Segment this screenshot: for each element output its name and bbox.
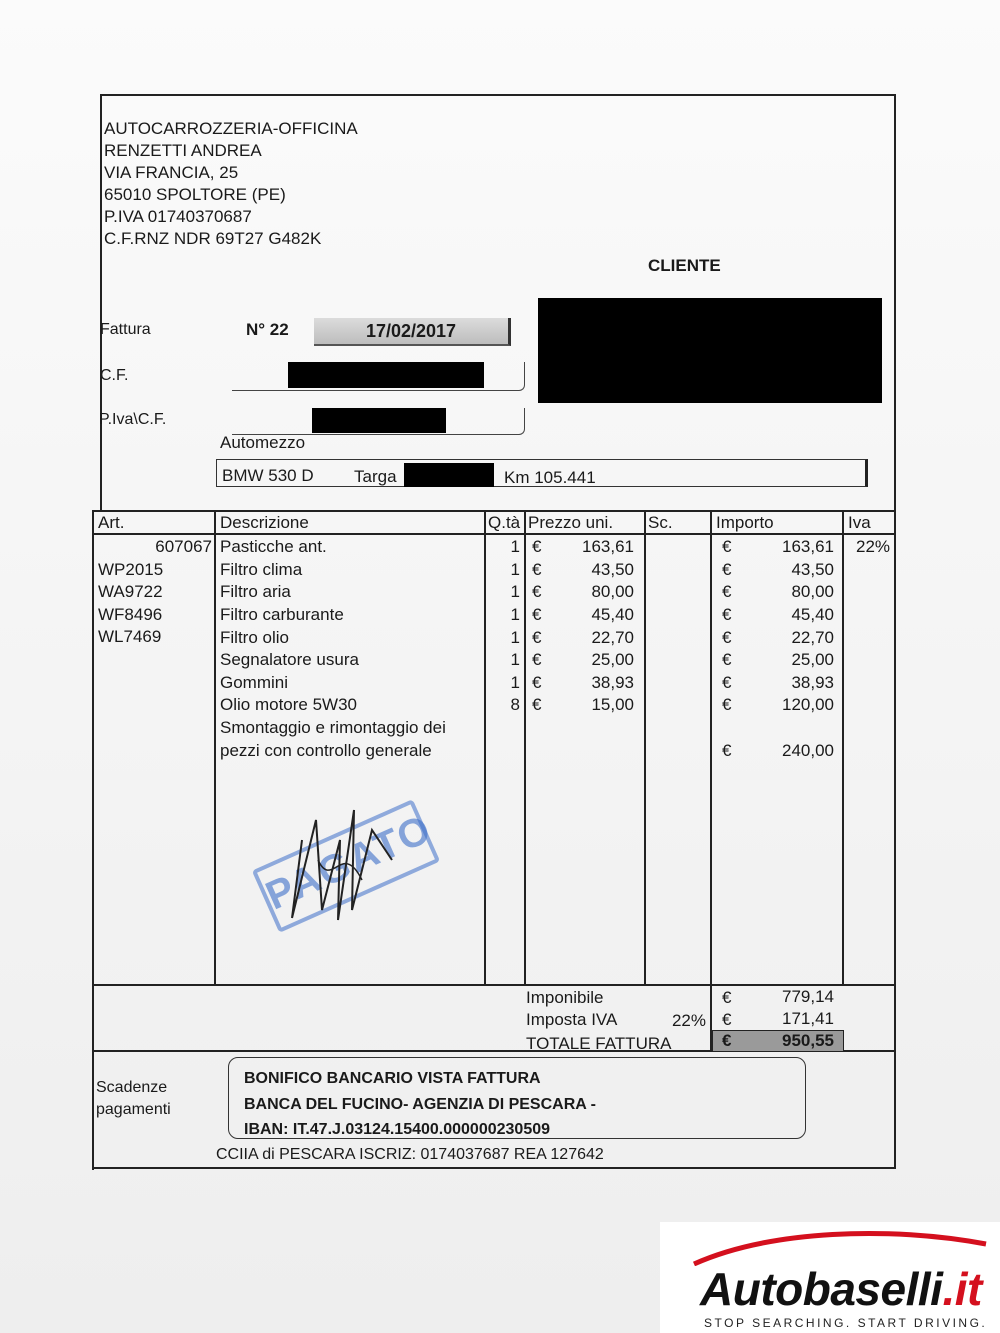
row-desc: Gommini: [220, 673, 289, 692]
row-amount: 45,40: [791, 605, 834, 624]
row-price-currency: €: [532, 560, 542, 579]
piva-redaction: [312, 408, 446, 433]
col-header-sc: Sc.: [648, 513, 673, 532]
row-qty: 1: [510, 537, 520, 556]
row-amount: 43,50: [791, 560, 834, 579]
imponibile-value: 779,14: [782, 987, 834, 1006]
totale-currency: €: [722, 1031, 732, 1050]
row-desc: Filtro olio: [220, 628, 289, 647]
vehicle-model: BMW 530 D: [222, 466, 314, 485]
table-header-line: [92, 533, 896, 535]
totale-label: TOTALE FATTURA: [526, 1034, 672, 1053]
col-header-iva: Iva: [848, 513, 871, 532]
col-line-art: [214, 510, 216, 985]
row-price-currency: €: [532, 628, 542, 647]
row-price-currency: €: [532, 537, 542, 556]
row-price-currency: €: [532, 650, 542, 669]
row-price-currency: €: [532, 605, 542, 624]
labor-amount-currency: €: [722, 741, 732, 760]
labor-amount: 240,00: [782, 741, 834, 760]
watermark-dot-it: .it: [942, 1263, 982, 1315]
frame-right: [894, 94, 896, 1169]
row-amount-currency: €: [722, 673, 732, 692]
row-amount-currency: €: [722, 695, 732, 714]
col-header-desc: Descrizione: [220, 513, 309, 532]
row-qty: 1: [510, 605, 520, 624]
row-amount: 38,93: [791, 673, 834, 692]
targa-label: Targa: [354, 467, 397, 486]
row-price: 25,00: [591, 650, 634, 669]
table-left-line: [92, 510, 94, 1170]
paid-stamp: PAGATO: [252, 799, 440, 933]
vehicle-km: Km 105.441: [504, 468, 596, 487]
row-art: WL7469: [98, 627, 162, 646]
row-qty: 1: [510, 650, 520, 669]
row-amount-currency: €: [722, 560, 732, 579]
col-header-art: Art.: [98, 513, 125, 532]
col-line-amount: [842, 510, 844, 985]
row-amount: 120,00: [782, 695, 834, 714]
row-amount: 22,70: [791, 628, 834, 647]
frame-top: [100, 94, 896, 96]
issuer-name: AUTOCARROZZERIA-OFFICINA: [104, 119, 358, 138]
iva-total-value: 171,41: [782, 1009, 834, 1028]
iva-total-label: Imposta IVA: [526, 1010, 618, 1029]
row-price: 80,00: [591, 582, 634, 601]
row-price-currency: €: [532, 695, 542, 714]
row-price-currency: €: [532, 673, 542, 692]
signature-scribble: [282, 800, 412, 930]
col-header-qty: Q.tà: [488, 513, 521, 532]
invoice-date: 17/02/2017: [314, 318, 511, 346]
row-amount-currency: €: [722, 605, 732, 624]
iva-total-rate: 22%: [671, 1011, 706, 1030]
piva-label: P.Iva\C.F.: [99, 411, 167, 428]
payment-bank: BANCA DEL FUCINO- AGENZIA DI PESCARA -: [244, 1096, 596, 1113]
row-amount: 80,00: [791, 582, 834, 601]
cf-label: C.F.: [100, 367, 129, 384]
col-header-amount: Importo: [716, 513, 774, 532]
imponibile-label: Imponibile: [526, 988, 604, 1007]
payment-method: BONIFICO BANCARIO VISTA FATTURA: [244, 1070, 541, 1087]
row-desc: Filtro clima: [220, 560, 303, 579]
row-desc: Filtro carburante: [220, 605, 344, 624]
col-line-sc: [710, 510, 712, 985]
payment-iban: IBAN: IT.47.J.03124.15400.000000230509: [244, 1121, 551, 1138]
issuer-street: VIA FRANCIA, 25: [104, 163, 239, 182]
invoice-number: N° 22: [246, 320, 289, 339]
row-amount: 163,61: [782, 537, 834, 556]
row-price-currency: €: [532, 582, 542, 601]
iva-total-currency: €: [722, 1010, 732, 1029]
imponibile-currency: €: [722, 988, 732, 1007]
payment-bottom-line: [92, 1167, 896, 1169]
col-line-qty: [524, 510, 526, 985]
row-qty: 1: [510, 673, 520, 692]
scadenze-label: Scadenze: [96, 1079, 168, 1096]
row-price: 15,00: [591, 695, 634, 714]
logo-swoosh-icon: [690, 1226, 990, 1266]
row-amount: 25,00: [791, 650, 834, 669]
row-price: 43,50: [591, 560, 634, 579]
row-desc: Olio motore 5W30: [220, 695, 357, 714]
row-iva: 22%: [856, 537, 891, 556]
row-art: WF8496: [98, 605, 163, 624]
row-amount-currency: €: [722, 582, 732, 601]
watermark-brand: Autobaselli.it: [700, 1263, 982, 1315]
row-price: 38,93: [591, 673, 634, 692]
issuer-cf: C.F.RNZ NDR 69T27 G482K: [104, 229, 322, 248]
row-price: 163,61: [582, 537, 634, 556]
frame-left-upper: [100, 94, 102, 510]
totale-value: 950,55: [782, 1031, 834, 1050]
row-desc: Pasticche ant.: [220, 537, 327, 556]
row-price: 22,70: [591, 628, 634, 647]
labor-desc-line2: pezzi con controllo generale: [220, 741, 432, 760]
issuer-owner: RENZETTI ANDREA: [104, 141, 262, 160]
row-qty: 1: [510, 628, 520, 647]
row-art: WP2015: [98, 560, 164, 579]
pagamenti-label: pagamenti: [96, 1101, 171, 1118]
issuer-city: 65010 SPOLTORE (PE): [104, 185, 286, 204]
row-desc: Filtro aria: [220, 582, 291, 601]
client-redaction: [538, 298, 882, 403]
row-qty: 1: [510, 560, 520, 579]
col-line-price: [644, 510, 646, 985]
cf-redaction: [288, 362, 484, 388]
row-art: 607067: [155, 537, 212, 556]
table-top-line: [92, 510, 896, 512]
col-header-price: Prezzo uni.: [528, 513, 614, 532]
labor-desc-line1: Smontaggio e rimontaggio dei: [220, 718, 446, 737]
row-amount-currency: €: [722, 650, 732, 669]
issuer-piva: P.IVA 01740370687: [104, 207, 252, 226]
watermark-tagline: STOP SEARCHING. START DRIVING.: [704, 1316, 988, 1330]
targa-redaction: [404, 463, 494, 487]
row-art: WA9722: [98, 582, 163, 601]
row-amount-currency: €: [722, 537, 732, 556]
row-amount-currency: €: [722, 628, 732, 647]
automezzo-label: Automezzo: [220, 433, 306, 452]
row-desc: Segnalatore usura: [220, 650, 359, 669]
row-qty: 1: [510, 582, 520, 601]
row-price: 45,40: [591, 605, 634, 624]
client-heading: CLIENTE: [648, 256, 721, 275]
fattura-label: Fattura: [100, 321, 151, 338]
row-qty: 8: [510, 695, 520, 714]
footer-registration: CCIIA di PESCARA ISCRIZ: 0174037687 REA 127642: [216, 1146, 604, 1163]
